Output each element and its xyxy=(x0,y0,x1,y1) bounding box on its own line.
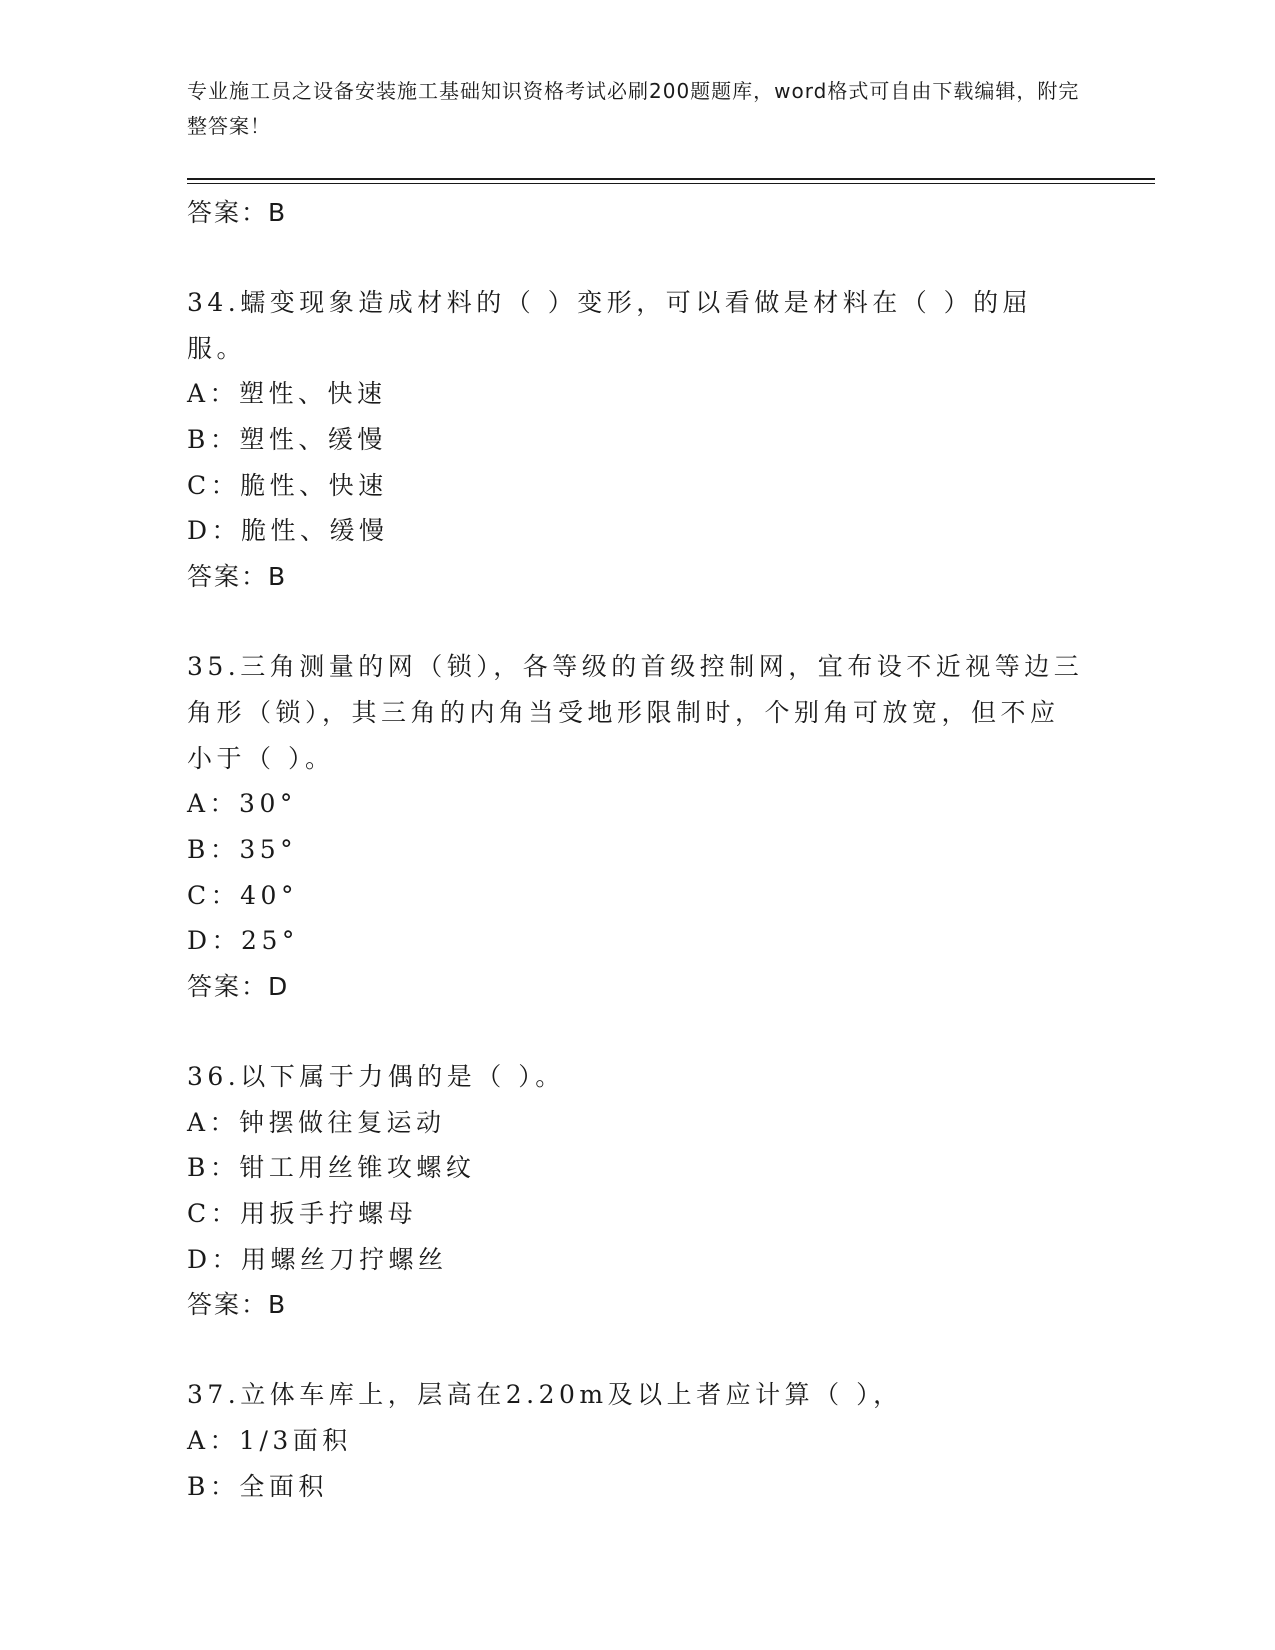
option-b: B：全面积 xyxy=(187,1471,328,1501)
header-rule-thin xyxy=(187,183,1155,184)
answer-line: 答案：B xyxy=(187,562,288,592)
question-text: 34.蠕变现象造成材料的（ ）变形，可以看做是材料在（ ）的屈服。 xyxy=(187,288,1033,363)
document-header: 专业施工员之设备安装施工基础知识资格考试必刷200题题库，word格式可自由下载编辑，附完整答案！ xyxy=(187,79,1080,138)
option-d: D：脆性、缓慢 xyxy=(187,516,389,546)
question-text: 36.以下属于力偶的是（ ）。 xyxy=(187,1062,565,1092)
question-block xyxy=(187,1054,1087,1327)
question-text: 37.立体车库上，层高在2.20m及以上者应计算（ ）， xyxy=(187,1380,903,1410)
option-d: D：25° xyxy=(187,926,299,956)
question-text: 35.三角测量的网（锁），各等级的首级控制网，宜布设不近视等边三角形（锁），其三角的内角当受地形限制时，个别角可放宽，但不应小于（ ）。 xyxy=(187,652,1084,773)
answer-line: 答案：B xyxy=(187,198,288,227)
option-b: B：塑性、缓慢 xyxy=(187,425,387,455)
option-c: C：用扳手拧螺母 xyxy=(187,1199,418,1229)
question-block xyxy=(187,280,1087,599)
question-list xyxy=(187,190,1087,1510)
option-b: B：35° xyxy=(187,834,298,864)
question-block xyxy=(187,1372,1087,1509)
header-rule-thick xyxy=(187,178,1155,180)
option-a: A：塑性、快速 xyxy=(187,379,387,409)
answer-line: 答案：B xyxy=(187,1290,288,1320)
option-b: B：钳工用丝锥攻螺纹 xyxy=(187,1153,476,1183)
option-a: A：1/3面积 xyxy=(187,1426,352,1456)
option-c: C：脆性、快速 xyxy=(187,470,388,500)
option-c: C：40° xyxy=(187,880,298,910)
answer-line: 答案：D xyxy=(187,972,290,1002)
question-block xyxy=(187,644,1087,1009)
option-a: A：钟摆做往复运动 xyxy=(187,1107,446,1137)
option-a: A：30° xyxy=(187,789,297,819)
option-d: D：用螺丝刀拧螺丝 xyxy=(187,1244,448,1274)
